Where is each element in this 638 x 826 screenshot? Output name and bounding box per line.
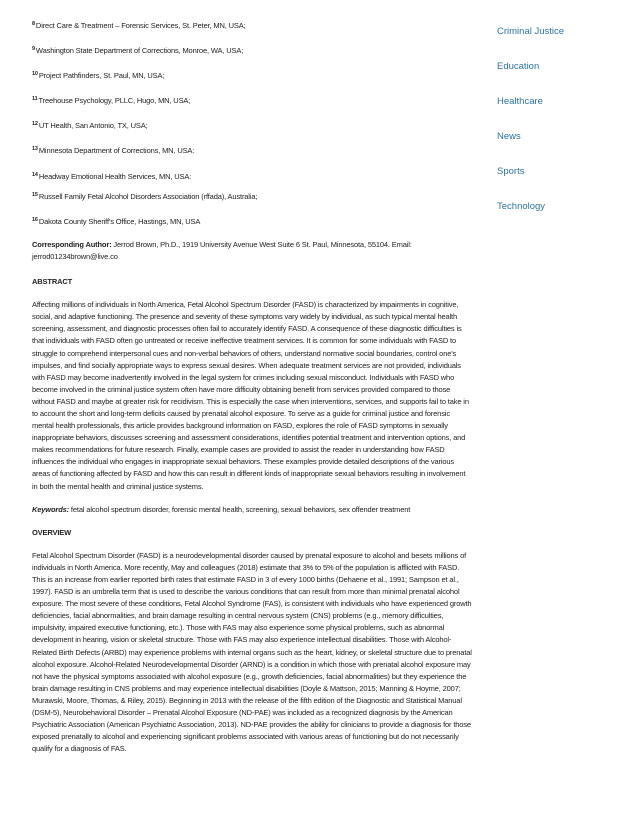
affiliation-12: $^{12}$UT Health, San Antonio, TX, USA; [32, 121, 148, 131]
keywords-label: Keywords: [32, 504, 69, 514]
sidebar-item-healthcare[interactable]: Healthcare [497, 96, 543, 107]
abstract-heading: ABSTRACT [32, 277, 73, 287]
overview-heading: OVERVIEW [32, 527, 72, 537]
affiliation-11: $^{11}$Treehouse Psychology, PLLC, Hugo, MN, USA; [32, 96, 191, 106]
affiliation-8: $^8$Direct Care & Treatment – Forensic Services, St. Peter, MN, USA; [32, 21, 246, 30]
affiliation-13: $^{13}$Minnesota Department of Corrections, MN, USA: [32, 146, 195, 156]
affiliation-16: $^{16}$Dakota County Sheriff's Office, Hastings, MN, USA [32, 216, 201, 226]
sidebar-item-criminal-justice[interactable]: Criminal Justice [497, 26, 565, 37]
corresponding-author [32, 239, 472, 263]
sidebar-item-education[interactable]: Education [497, 61, 540, 72]
document-body [32, 18, 472, 766]
affiliation-10: $^{10}$Project Pathfinders, St. Paul, MN, USA; [32, 71, 165, 81]
keywords-text: fetal alcohol spectrum disorder, forensic mental health, screening, sexual behaviors, sex offender treatment [69, 504, 411, 514]
keywords [32, 504, 472, 516]
sidebar-item-news[interactable]: News [497, 131, 521, 142]
abstract-body: Affecting millions of individuals in North America, Fetal Alcohol Spectrum Disorder (FASD) is characterized by impairments in cognitive, social, and adaptive functioning. The presence and severity of these symptoms vary widely by individual, as such typical mental health screening, assessment, and diagnostic processes often fail to accurately identify FASD. A consequence of these diagnostic difficulties is that individuals with FASD often go untreated or receive ineffective treatment services. It is common for some individuals with FASD to struggle to comprehend interpersonal cues and non-verbal behaviors of others, understand normative social boundaries, control one's impulses, and find socially appropriate ways to express sexual desires. When adequate treatment services are not provided, individuals with FASD may become inadvertently involved in the legal system for crimes including sexual misconduct. Individuals with FASD who become involved in the criminal justice system often have more difficulty obtaining benefit from services provided compared to those without FASD and maybe at greater risk for recidivism. This is especially the case when interventions, services, and supports fail to take in to account the short and long-term deficits caused by prenatal alcohol exposure. To serve as a guide for criminal justice and forensic mental health professionals, this article provides background information on FASD, explores the role of FASD symptoms in sexually inappropriate behaviors, discusses screening and assessment considerations, identifies potential treatment and intervention options, and makes recommendations for future research. Finally, example cases are provided to assist the reader in understanding how FASD influences the individual who engages in inappropriate sexual behaviors. These examples provide detailed descriptions of the various areas of functioning affected by FASD and how this can result in different kinds of inappropriate sexual behaviors resulting in involvement in both the mental health and criminal justice systems. [32, 300, 469, 491]
affiliation-15: $^{15}$Russell Family Fetal Alcohol Disorders Association (rffada), Australia; [32, 191, 258, 201]
corresponding-author-label: Corresponding Author: [32, 239, 112, 249]
sidebar-item-sports[interactable]: Sports [497, 166, 525, 177]
affiliation-14: $^{14}$Headway Emotional Health Services, MN, USA: [32, 171, 192, 181]
corresponding-author-text: Jerrod Brown, Ph.D., 1919 University Avenue West Suite 6 St. Paul, Minnesota, 55104. Email: jerrod01234brown@live.co [32, 239, 412, 261]
category-sidebar [497, 25, 627, 235]
affiliation-9: $^9$Washington State Department of Corrections, Monroe, WA, USA; [32, 46, 244, 56]
overview-body: Fetal Alcohol Spectrum Disorder (FASD) is a neurodevelopmental disorder caused by prenatal exposure to alcohol and besets millions of individuals in North America. More recently, May and colleagues (2018) estimate that 3% to 5% of the population is afflicted with FASD. This is an increase from earlier reported birth rates that estimate FASD in 3 of every 1000 births (Dehaene et al., 1991; Sampson et al., 1997). FASD is an umbrella term that is used to describe the various conditions that can result from more than minimal prenatal alcohol exposure. The most severe of these conditions, Fetal Alcohol Syndrome (FAS), is consistent with individuals who have experienced growth deficiencies, facial abnormalities, and brain damage resulting in central nervous system (CNS) problems (e.g., memory difficulties, impulsivity, impaired executive functioning, etc.). Those with FAS may also experience some physical problems, such as abnormal development in hearing, vision or skeletal structure. Those with FAS may also experience intellectual disabilities. Those with Alcohol-Related Birth Defects (ARBD) may experience problems with internal organs such as the heart, kidney, or skeletal structure due to prenatal alcohol exposure. Alcohol-Related Neurodevelopmental Disorder (ARND) is a condition in which those with prenatal alcohol exposure may not have the physical symptoms associated with alcohol exposure (e.g., growth deficiencies, facial abnormalities) but they experience the brain damage resulting in CNS problems and may experience intellectual disabilities (Doyle & Mattson, 2015; Manning & Hoyme, 2007; Murawski, Moore, Thomas, & Riley, 2015). Beginning in 2013 with the release of the fifth edition of the Diagnostic and Statistical Manual (DSM-5), Neurobehavioral Disorder – Prenatal Alcohol Exposure (ND-PAE) was included as a recognized diagnosis by the American Psychiatric Association (American Psychiatric Association, 2013). ND-PAE provides the ability for clinicians to provide a diagnosis for those exposed prenatally to alcohol and experiencing significant problems associated with various areas of functioning but do not necessarily qualify for a diagnosis of FAS. [32, 550, 472, 754]
sidebar-item-technology[interactable]: Technology [497, 201, 546, 212]
